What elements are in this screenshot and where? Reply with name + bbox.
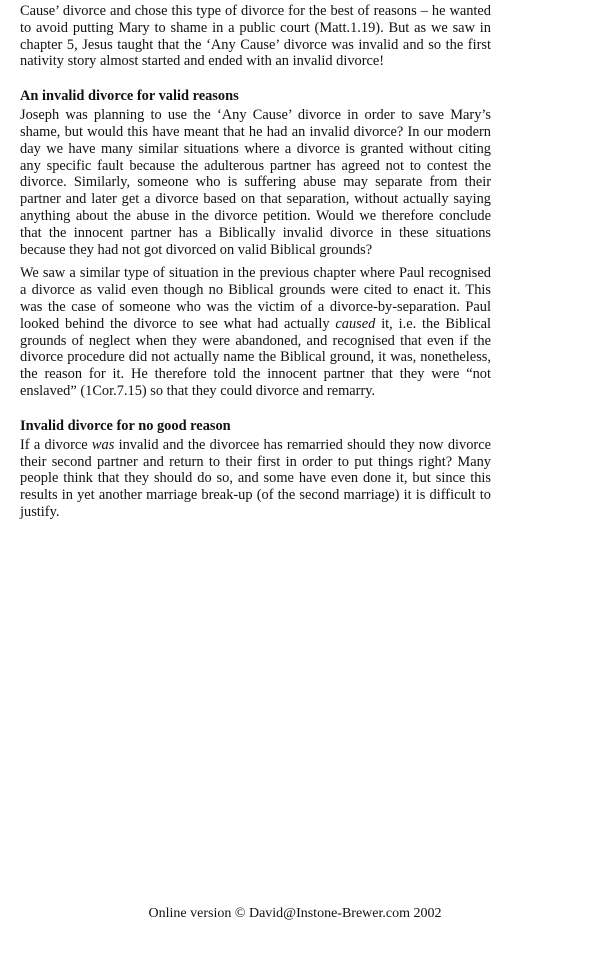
section1-paragraph-2-text-a: We saw a similar type of situation in the previous chapter where Paul recognised a divorce as valid even though no Biblical grounds were cited to enact it. This was the case of someone who was the victim of a divorce-by-separation. Paul looked behind the divorce to see what had actually <box>20 265 491 332</box>
section1-paragraph-1: Joseph was planning to use the ‘Any Cause’ divorce in order to save Mary’s shame, but would this have meant that he had an invalid divorce? In our modern day we have many similar situations where a divorce is granted without citing any specific fault because the adulterous partner has agreed not to contest the divorce. Similarly, someone who is suffering abuse may separate from their partner and later get a divorce based on that separation, without actually saying anything about the abuse in the divorce petition. Would we therefore conclude that the innocent partner has a Biblically invalid divorce in these situations because they had not got divorced on valid Biblical grounds? <box>20 107 491 258</box>
footer-copyright: Online version © David@Instone-Brewer.com 2002 <box>148 906 442 921</box>
intro-paragraph: Cause’ divorce and chose this type of divorce for the best of reasons – he wanted to avoid putting Mary to shame in a public court (Matt.1.19). But as we saw in chapter 5, Jesus taught that the ‘Any Cause’ divorce was invalid and so the first nativity story almost started and ended with an invalid divorce! <box>20 3 491 70</box>
section-heading-invalid-divorce-valid-reasons: An invalid divorce for valid reasons <box>20 88 239 105</box>
page-footer <box>0 906 600 922</box>
section1-paragraph-2-text-b: it, i.e. the Biblical grounds of neglect when they were abandoned, and recognised that even if the divorce procedure did not actually name the Biblical ground, it was, nonetheless, the reason for it. He therefore told the innocent partner that they were “not enslaved” (1Cor.7.15) so that they could divorce and remarry. <box>20 315 491 399</box>
section2-paragraph-1-emphasis: was <box>91 436 115 453</box>
section1-paragraph-2 <box>20 265 491 399</box>
document-page <box>20 3 491 521</box>
section2-paragraph-1 <box>20 437 491 521</box>
section1-paragraph-2-emphasis: caused <box>335 315 376 332</box>
section-heading-invalid-divorce-no-good-reason: Invalid divorce for no good reason <box>20 417 231 434</box>
section2-paragraph-1-text-b: invalid and the divorcee has remarried should they now divorce their second partner and return to their first in order to put things right? Many people think that they should do so, and some have even done it, but since this results in yet another marriage break-up (of the second marriage) it is difficult to justify. <box>20 436 491 520</box>
section2-paragraph-1-text-a: If a divorce <box>20 436 92 453</box>
